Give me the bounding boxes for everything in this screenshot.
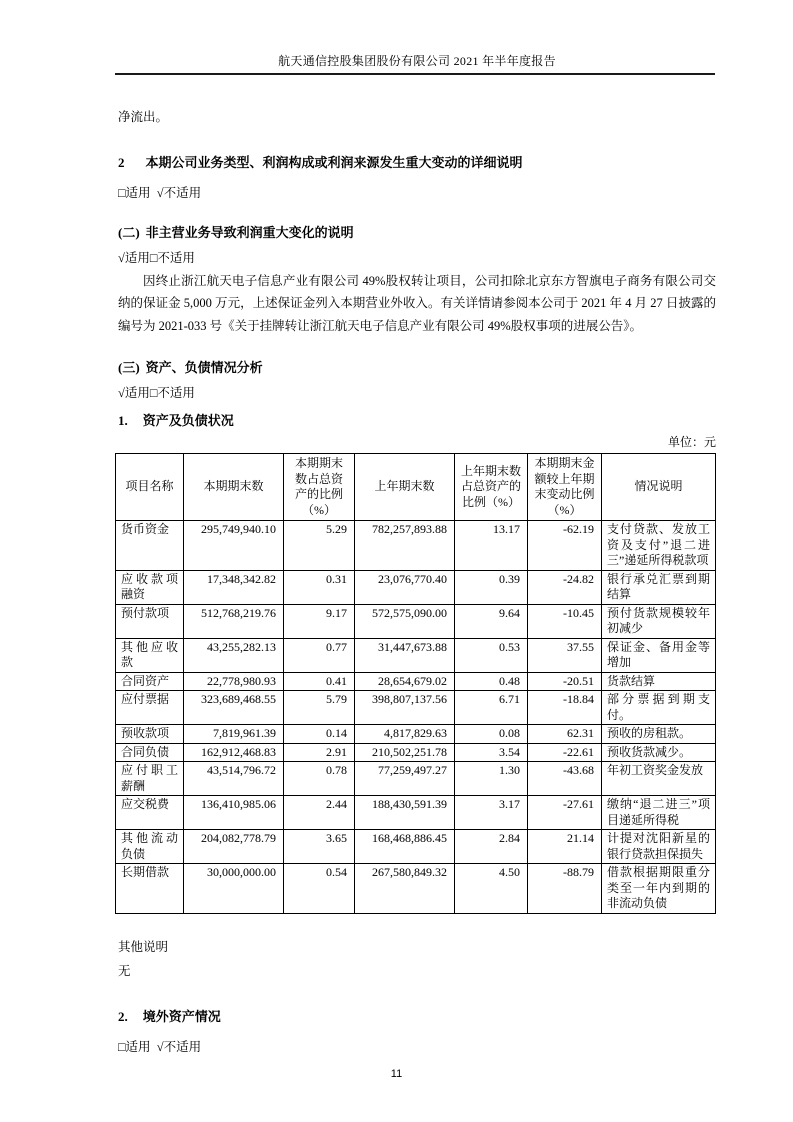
table-cell: 3.65 xyxy=(284,830,355,864)
table-header-cell: 本期期末数 xyxy=(184,454,284,521)
table-cell: 预收货款减少。 xyxy=(602,743,716,762)
header-divider xyxy=(115,73,715,75)
table-cell: 0.31 xyxy=(284,570,355,604)
table-cell: 398,807,137.56 xyxy=(355,691,455,725)
table-cell: 572,575,090.00 xyxy=(355,604,455,638)
table-cell: 缴纳“退二进三”项目递延所得税 xyxy=(602,796,716,830)
table-cell: 2.84 xyxy=(455,830,528,864)
table-row xyxy=(116,521,716,571)
table-row xyxy=(116,796,716,830)
table-cell: 应付票据 xyxy=(116,691,184,725)
carryover-text: 净流出。 xyxy=(118,110,169,124)
table-cell: -24.82 xyxy=(528,570,602,604)
table-row xyxy=(116,830,716,864)
subsection-2-applicability: □适用 √不适用 xyxy=(118,1039,202,1054)
table-cell: 货款结算 xyxy=(602,672,716,691)
table-cell: 1.30 xyxy=(455,762,528,796)
table-cell: -18.84 xyxy=(528,691,602,725)
table-cell: 210,502,251.78 xyxy=(355,743,455,762)
table-cell: 77,259,497.27 xyxy=(355,762,455,796)
table-cell: 17,348,342.82 xyxy=(184,570,284,604)
table-cell: -88.79 xyxy=(528,864,602,914)
subsection-1-number: 1. xyxy=(118,413,128,429)
table-cell: 5.79 xyxy=(284,691,355,725)
table-cell: 0.77 xyxy=(284,638,355,672)
table-cell: -22.61 xyxy=(528,743,602,762)
table-cell: 0.54 xyxy=(284,864,355,914)
report-title: 航天通信控股集团股份有限公司 2021 年半年度报告 xyxy=(278,54,556,68)
section-b3-title: 资产、负债情况分析 xyxy=(145,360,263,376)
table-row xyxy=(116,762,716,796)
other-notes-label: 其他说明 xyxy=(118,939,169,954)
table-header-cell: 情况说明 xyxy=(602,454,716,521)
table-cell: 预收的房租款。 xyxy=(602,725,716,744)
section-2-title: 本期公司业务类型、利润构成或利润来源发生重大变动的详细说明 xyxy=(145,155,523,170)
table-cell: 162,912,468.83 xyxy=(184,743,284,762)
table-cell: 2.44 xyxy=(284,796,355,830)
table-cell: 22,778,980.93 xyxy=(184,672,284,691)
table-cell: -27.61 xyxy=(528,796,602,830)
table-cell: 43,255,282.13 xyxy=(184,638,284,672)
table-cell: 合同负债 xyxy=(116,743,184,762)
table-cell: 5.29 xyxy=(284,521,355,571)
table-row xyxy=(116,743,716,762)
table-cell: -10.45 xyxy=(528,604,602,638)
table-header-cell: 上年期末数 xyxy=(355,454,455,521)
table-cell: 其他应收款 xyxy=(116,638,184,672)
table-cell: 512,768,219.76 xyxy=(184,604,284,638)
table-cell: 6.71 xyxy=(455,691,528,725)
table-cell: 30,000,000.00 xyxy=(184,864,284,914)
table-cell: 货币资金 xyxy=(116,521,184,571)
table-cell: 0.41 xyxy=(284,672,355,691)
table-cell: 62.31 xyxy=(528,725,602,744)
table-cell: 0.53 xyxy=(455,638,528,672)
table-cell: 0.78 xyxy=(284,762,355,796)
table-cell: 应收款项融资 xyxy=(116,570,184,604)
section-b2-heading xyxy=(118,222,716,241)
table-cell: 9.64 xyxy=(455,604,528,638)
table-cell: 323,689,468.55 xyxy=(184,691,284,725)
section-2-applicability: □适用 √不适用 xyxy=(118,186,202,200)
table-cell: 7,819,961.39 xyxy=(184,725,284,744)
table-cell: 0.08 xyxy=(455,725,528,744)
table-row xyxy=(116,570,716,604)
table-row xyxy=(116,638,716,672)
page-header xyxy=(118,0,716,75)
other-notes xyxy=(118,937,716,979)
table-cell: 其他流动负债 xyxy=(116,830,184,864)
section-b2-paragraph: 因终止浙江航天电子信息产业有限公司 49%股权转让项目，公司扣除北京东方智旗电子商务有限公司交纳的保证金 5,000 万元，上述保证金列入本期营业外收入。有关详情请参阅本公司于 2021 年 4 月 27 日披露的编号为 2021-033 号《关于挂牌转让浙江航天电子信息产业有限公司 49%股权事项的进展公告》。 xyxy=(118,274,716,333)
table-row xyxy=(116,604,716,638)
page-number: 11 xyxy=(390,1068,403,1080)
section-b3-heading xyxy=(118,357,716,376)
table-cell: 0.48 xyxy=(455,672,528,691)
assets-table-body xyxy=(116,521,716,914)
table-cell: 295,749,940.10 xyxy=(184,521,284,571)
section-b2-title: 非主营业务导致利润重大变化的说明 xyxy=(145,225,354,240)
table-cell: 长期借款 xyxy=(116,864,184,914)
table-cell: -62.19 xyxy=(528,521,602,571)
table-cell: 4.50 xyxy=(455,864,528,914)
table-row xyxy=(116,672,716,691)
table-cell: 3.17 xyxy=(455,796,528,830)
table-cell: 0.14 xyxy=(284,725,355,744)
other-notes-value: 无 xyxy=(118,963,131,978)
table-row xyxy=(116,691,716,725)
table-cell: 188,430,591.39 xyxy=(355,796,455,830)
table-cell: 预收款项 xyxy=(116,725,184,744)
subsection-1-heading xyxy=(118,410,716,429)
section-b2-label: (二) xyxy=(118,225,140,240)
table-cell: -20.51 xyxy=(528,672,602,691)
table-cell: 782,257,893.88 xyxy=(355,521,455,571)
table-cell: 预付款项 xyxy=(116,604,184,638)
table-cell: 银行承兑汇票到期结算 xyxy=(602,570,716,604)
table-cell: 部分票据到期支付。 xyxy=(602,691,716,725)
table-cell: 43,514,796.72 xyxy=(184,762,284,796)
assets-liabilities-table xyxy=(115,453,716,914)
table-header-cell: 本期期末数占总资产的比例（%） xyxy=(284,454,355,521)
table-cell: 204,082,778.79 xyxy=(184,830,284,864)
table-cell: 37.55 xyxy=(528,638,602,672)
table-cell: 13.17 xyxy=(455,521,528,571)
table-cell: 应交税费 xyxy=(116,796,184,830)
subsection-2-heading xyxy=(118,1006,716,1025)
table-cell: 借款根据期限重分类至一年内到期的非流动负债 xyxy=(602,864,716,914)
table-cell: -43.68 xyxy=(528,762,602,796)
table-cell: 267,580,849.32 xyxy=(355,864,455,914)
table-header-cell: 上年期末数占总资产的比例（%） xyxy=(455,454,528,521)
table-cell: 136,410,985.06 xyxy=(184,796,284,830)
table-cell: 3.54 xyxy=(455,743,528,762)
table-cell: 合同资产 xyxy=(116,672,184,691)
subsection-2-number: 2. xyxy=(118,1008,128,1024)
table-cell: 31,447,673.88 xyxy=(355,638,455,672)
table-cell: 应付职工薪酬 xyxy=(116,762,184,796)
table-cell: 21.14 xyxy=(528,830,602,864)
section-b3-label: (三) xyxy=(118,360,140,376)
table-cell: 保证金、备用金等增加 xyxy=(602,638,716,672)
table-row xyxy=(116,864,716,914)
table-row xyxy=(116,725,716,744)
table-cell: 4,817,829.63 xyxy=(355,725,455,744)
unit-label: 单位：元 xyxy=(667,435,716,450)
table-cell: 支付贷款、发放工资及支付”退二进三”递延所得税款项 xyxy=(602,521,716,571)
subsection-2-title: 境外资产情况 xyxy=(142,1008,221,1024)
assets-table-header-row xyxy=(116,454,716,521)
table-cell: 28,654,679.02 xyxy=(355,672,455,691)
section-b2-applicability: √适用□不适用 xyxy=(118,251,195,265)
table-cell: 预付货款规模较年初减少 xyxy=(602,604,716,638)
table-cell: 168,468,886.45 xyxy=(355,830,455,864)
table-header-cell: 本期期末金额较上年期末变动比例（%） xyxy=(528,454,602,521)
table-cell: 2.91 xyxy=(284,743,355,762)
table-cell: 年初工资奖金发放 xyxy=(602,762,716,796)
section-2-number: 2 xyxy=(118,155,125,170)
subsection-1-title: 资产及负债状况 xyxy=(142,413,234,429)
section-b3-applicability: √适用□不适用 xyxy=(118,386,195,401)
table-cell: 计提对沈阳新星的银行贷款担保损失 xyxy=(602,830,716,864)
table-cell: 0.39 xyxy=(455,570,528,604)
table-header-cell: 项目名称 xyxy=(116,454,184,521)
table-cell: 9.17 xyxy=(284,604,355,638)
table-cell: 23,076,770.40 xyxy=(355,570,455,604)
section-2-heading xyxy=(118,152,716,171)
